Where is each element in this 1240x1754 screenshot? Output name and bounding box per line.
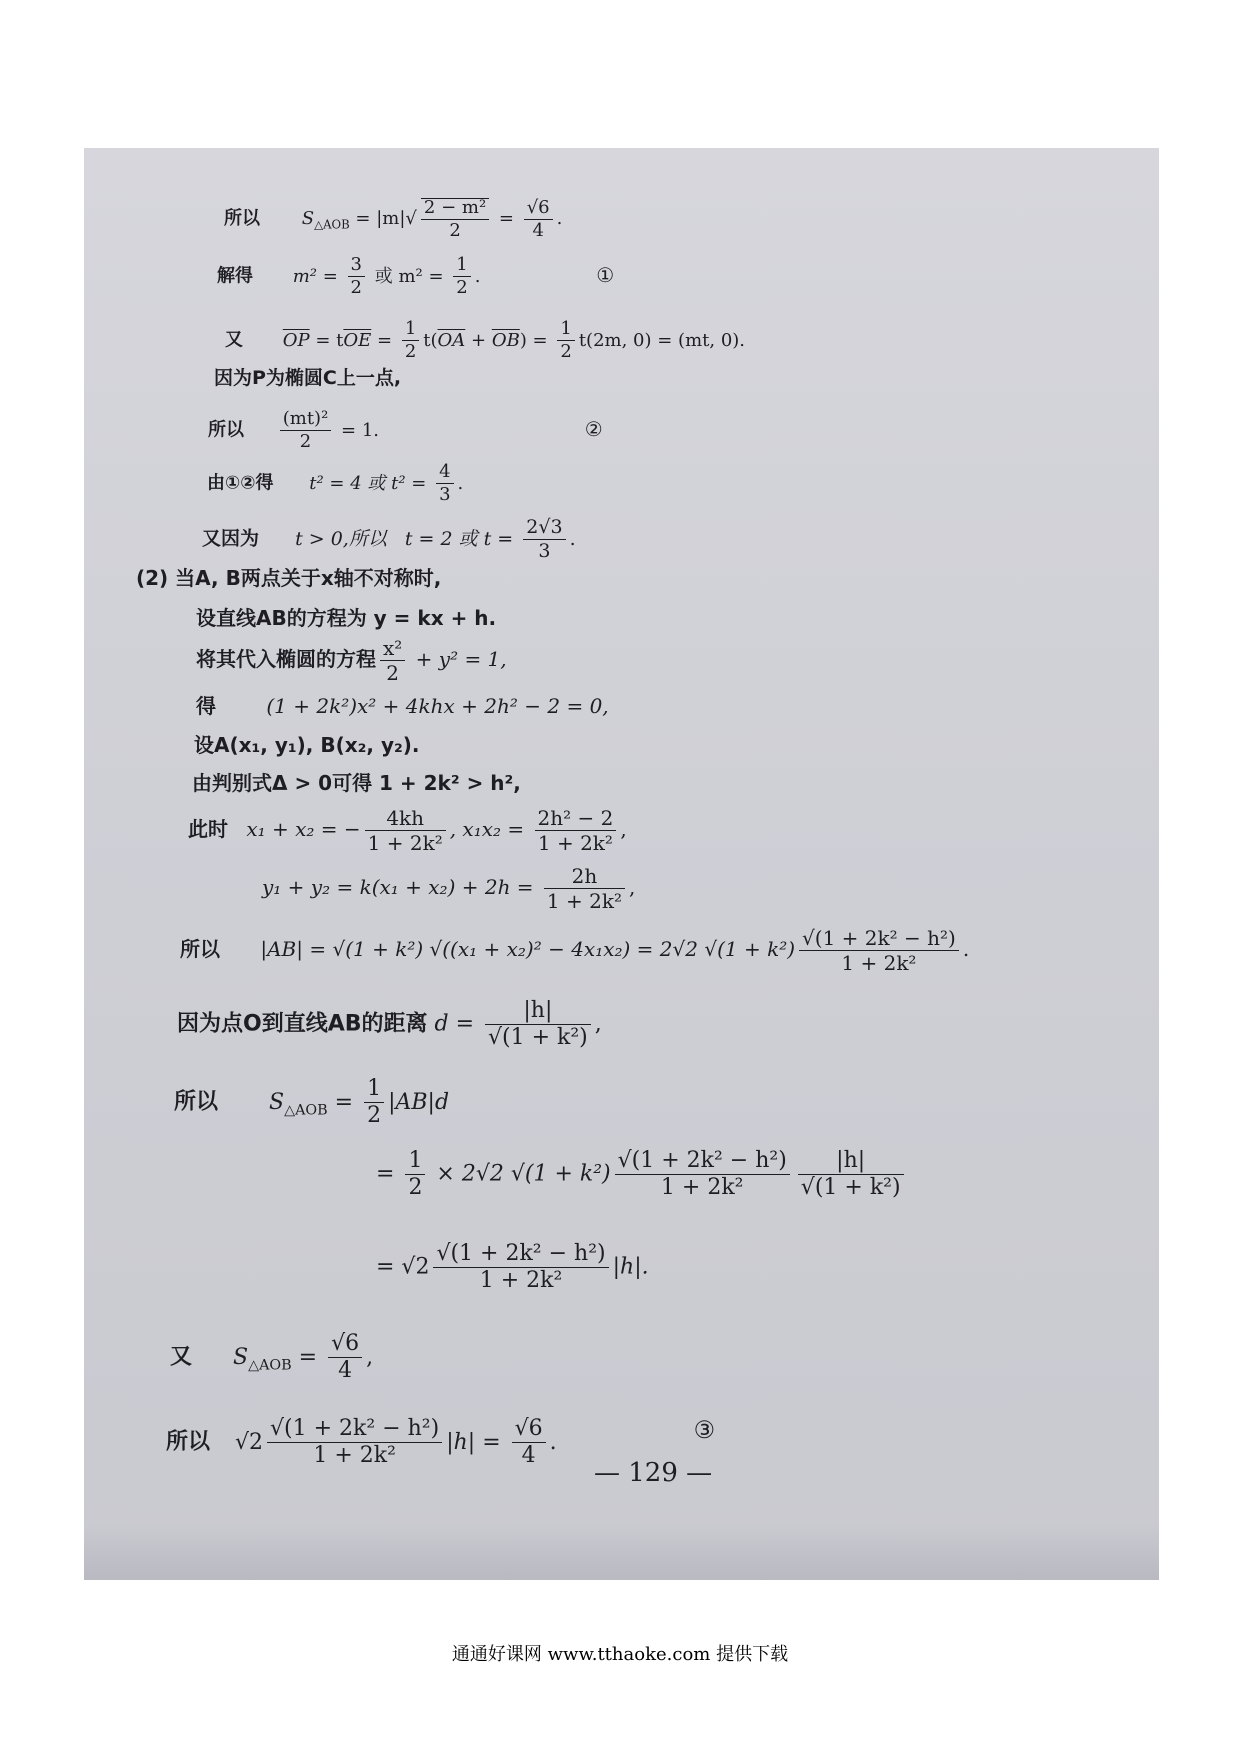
line-3: 又 $\overline{OP} = t\overline{OE}$ = $\frac{1}{2}$ $t(\overline{OA} + \overline{OB})$ = $\frac{1}{2}$ t(2m, 0) = (mt, 0). bbox=[225, 318, 746, 362]
line-8: (2) 当A, B两点关于x轴不对称时, bbox=[136, 566, 442, 590]
line-13: 由判别式Δ > 0可得 1 + 2k² > h², bbox=[192, 771, 521, 795]
line-21: 又 $S_{\triangle AOB}$ = $\frac{√6}{4}$ , bbox=[170, 1331, 374, 1383]
line-6: 由①②得 t² = 4 或 t² = $\frac{4}{3}$ . bbox=[207, 461, 464, 505]
page-bottom-shadow bbox=[84, 1525, 1159, 1580]
line-7: 又因为 t > 0,所以 t = 2 或 t = $\frac{2√3}{3}$ . bbox=[202, 516, 576, 562]
line-12: 设A(x₁, y₁), B(x₂, y₂). bbox=[194, 733, 420, 757]
line-9: 设直线AB的方程为 y = kx + h. bbox=[196, 606, 497, 630]
line-19: = $\frac{1}{2}$ × 2√2 √(1 + k²) $\frac{\text{√(1 + 2k² − h²)}}{\text{1 + 2k²}}$ $\frac{|h|}{\text{√(1 + k²)}}$ bbox=[376, 1150, 908, 1199]
scanned-page-photo bbox=[84, 148, 1159, 1580]
line-16: 所以 |AB| = √(1 + k²) √((x₁ + x₂)² − 4x₁x₂) = 2√2 √(1 + k²) $\frac{\text{√(1 + 2k² − h²)}}{\text{1 + 2k²}}$ . bbox=[180, 926, 970, 975]
line-2: 解得 m² = $\frac{3}{2}$ 或 m² = $\frac{1}{2}$ . ① bbox=[217, 254, 615, 298]
line-1: 所以 $S_{\triangle AOB} = |m|√$ $\frac{\text{2 − m²}}{2}$ = $\frac{√6}{4}$ . bbox=[224, 196, 563, 241]
equation-marker-2: ② bbox=[584, 416, 603, 441]
page-number: — 129 — bbox=[594, 1458, 713, 1488]
line-15: y₁ + y₂ = k(x₁ + x₂) + 2h = $\frac{2h}{\text{1 + 2k²}}$ , bbox=[262, 864, 636, 913]
line-14: 此时 x₁ + x₂ = − $\frac{4kh}{\text{1 + 2k²}}$ , x₁x₂ = $\frac{\text{2h² − 2}}{\text{1 + 2k²}}$ , bbox=[188, 806, 627, 855]
line-18: 所以 $S_{\triangle AOB}$ = $\frac{1}{2}$ |AB|d bbox=[174, 1076, 450, 1128]
line-10: 将其代入椭圆的方程 $\frac{\text{x²}}{2}$ + y² = 1, bbox=[196, 636, 507, 685]
footer-credit: 通通好课网 www.tthaoke.com 提供下载 bbox=[451, 1644, 789, 1665]
line-20: = √2 $\frac{\text{√(1 + 2k² − h²)}}{\text{1 + 2k²}}$ |h|. bbox=[376, 1241, 649, 1293]
line-11: 得 (1 + 2k²)x² + 4khx + 2h² − 2 = 0, bbox=[196, 694, 609, 718]
equation-marker-1: ① bbox=[596, 262, 615, 287]
line-22: 所以 √2 $\frac{\text{√(1 + 2k² − h²)}}{\text{1 + 2k²}}$ |h| = $\frac{√6}{4}$ . ③ bbox=[166, 1416, 716, 1468]
line-5: 所以 $\frac{\text{(mt)²}}{2}$ = 1. ② bbox=[208, 408, 603, 452]
line-17: 因为点O到直线AB的距离 d = $\frac{|h|}{\text{√(1 + k²)}}$ , bbox=[177, 998, 602, 1050]
line-4: 因为P为椭圆C上一点, bbox=[214, 367, 402, 389]
equation-marker-3: ③ bbox=[693, 1416, 716, 1444]
